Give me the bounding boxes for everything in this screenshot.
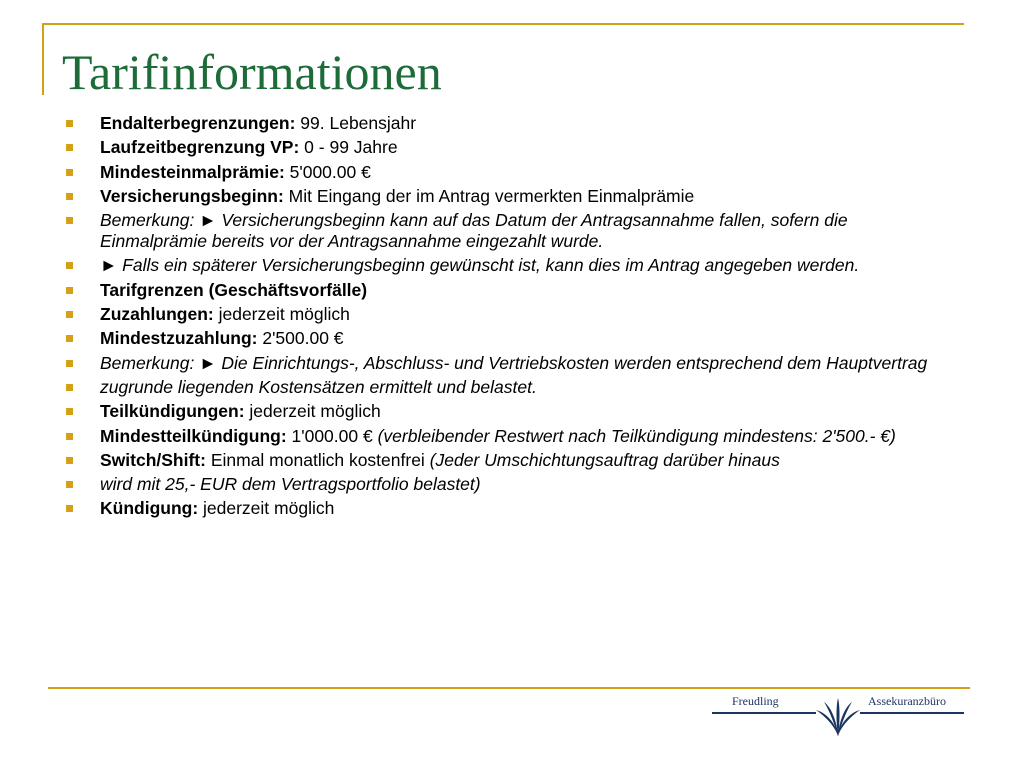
list-item xyxy=(66,328,966,349)
list-item xyxy=(66,498,966,519)
logo-left-underline xyxy=(712,712,816,714)
list-item xyxy=(66,162,966,183)
square-bullet-icon xyxy=(66,262,73,269)
item-text: jederzeit möglich xyxy=(244,401,381,422)
list-item xyxy=(66,401,966,422)
company-logo xyxy=(712,694,964,738)
square-bullet-icon xyxy=(66,169,73,176)
item-text: 2'500.00 € xyxy=(257,328,344,349)
square-bullet-icon xyxy=(66,384,73,391)
logo-left-word: Freudling xyxy=(732,694,779,708)
list-item xyxy=(66,377,966,398)
item-label: Laufzeitbegrenzung VP: xyxy=(100,137,300,158)
item-label: Switch/Shift: xyxy=(100,449,206,470)
logo-right-underline xyxy=(860,712,964,714)
item-italic-text: wird mit 25,- EUR dem Vertragsportfolio belastet) xyxy=(100,474,481,495)
list-item xyxy=(66,304,966,325)
item-label: Mindestteilkündigung: xyxy=(100,425,287,446)
item-label: Teilkündigungen: xyxy=(100,401,245,422)
item-italic-text: zugrunde liegenden Kostensätzen ermittelt und belastet. xyxy=(100,376,537,397)
item-label: Zuzahlungen: xyxy=(100,304,214,325)
list-item xyxy=(66,255,966,276)
list-item xyxy=(66,113,966,134)
item-italic-text: Bemerkung: ► Versicherungsbeginn kann auf das Datum der Antragsannahme fallen, sofern die Einmalprämie bereits vor der Antragsannahme eingezahlt wurde. xyxy=(100,210,848,252)
item-italic-text: ► Falls ein späterer Versicherungsbeginn gewünscht ist, kann dies im Antrag angegeben werden. xyxy=(100,255,860,276)
square-bullet-icon xyxy=(66,193,73,200)
list-item xyxy=(66,474,966,495)
item-text: 5'000.00 € xyxy=(284,161,371,182)
square-bullet-icon xyxy=(66,287,73,294)
slide-title: Tarifinformationen xyxy=(62,44,442,100)
item-text: 99. Lebensjahr xyxy=(295,113,417,133)
square-bullet-icon xyxy=(66,360,73,367)
item-italic-text: Bemerkung: ► Die Einrichtungs-, Abschluss- und Vertriebskosten werden entsprechend dem Hauptvertrag xyxy=(100,352,928,373)
list-item xyxy=(66,186,966,207)
square-bullet-icon xyxy=(66,505,73,512)
item-label: Mindestzuzahlung: xyxy=(100,328,258,349)
left-frame-line xyxy=(42,23,44,95)
square-bullet-icon xyxy=(66,408,73,415)
square-bullet-icon xyxy=(66,335,73,342)
item-label: Mindesteinmalprämie: xyxy=(100,161,285,182)
square-bullet-icon xyxy=(66,311,73,318)
item-italic-text: (Jeder Umschichtungsauftrag darüber hinaus xyxy=(429,449,780,470)
top-frame-line xyxy=(42,23,964,25)
square-bullet-icon xyxy=(66,481,73,488)
list-item xyxy=(66,353,966,374)
list-item xyxy=(66,210,966,252)
square-bullet-icon xyxy=(66,144,73,151)
item-text: jederzeit möglich xyxy=(213,304,350,325)
item-text: Einmal monatlich kostenfrei xyxy=(205,449,430,470)
item-text: jederzeit möglich xyxy=(198,498,335,519)
item-label: Versicherungsbeginn: xyxy=(100,185,284,206)
list-item xyxy=(66,426,966,447)
list-item xyxy=(66,280,966,301)
item-text: 1'000.00 € xyxy=(286,425,378,446)
item-italic-text: (verbleibender Restwert nach Teilkündigung mindestens: 2'500.- €) xyxy=(377,425,896,446)
item-label: Kündigung: xyxy=(100,498,199,519)
item-label: Endalterbegrenzungen: xyxy=(100,113,296,133)
bottom-divider xyxy=(48,687,970,689)
list-item xyxy=(66,137,966,158)
square-bullet-icon xyxy=(66,457,73,464)
square-bullet-icon xyxy=(66,217,73,224)
item-text: 0 - 99 Jahre xyxy=(299,137,398,158)
item-text: Mit Eingang der im Antrag vermerkten Einmalprämie xyxy=(283,185,695,206)
square-bullet-icon xyxy=(66,120,73,127)
bullet-list xyxy=(66,113,966,523)
square-bullet-icon xyxy=(66,433,73,440)
fan-logo-icon xyxy=(814,694,862,738)
list-item xyxy=(66,450,966,471)
logo-right-word: Assekuranzbüro xyxy=(868,694,946,708)
item-label: Tarifgrenzen (Geschäftsvorfälle) xyxy=(100,279,368,300)
